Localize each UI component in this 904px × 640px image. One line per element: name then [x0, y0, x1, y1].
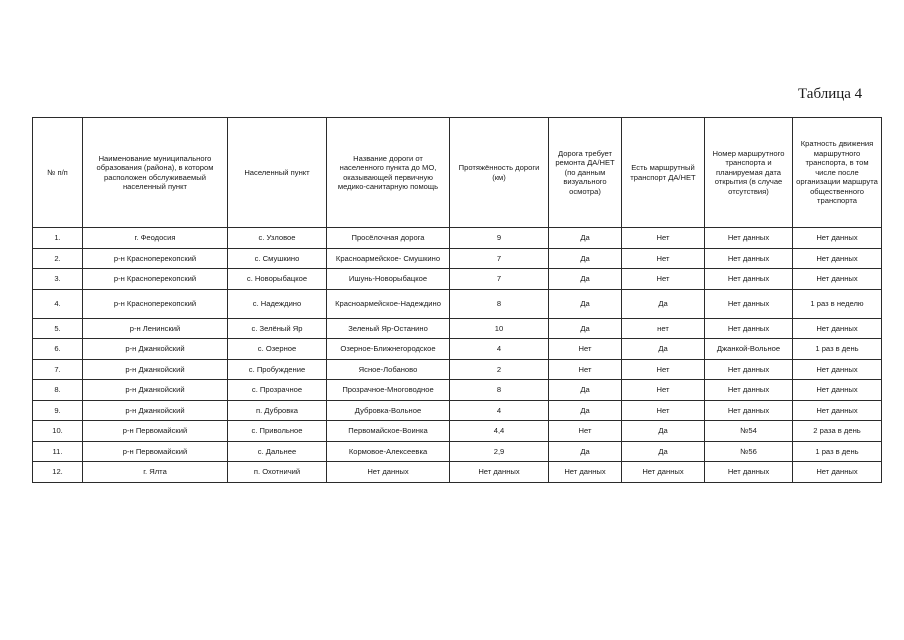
- settlement-cell: п. Дубровка: [228, 400, 327, 421]
- frequency-cell: 1 раз в день: [793, 441, 882, 462]
- table-row: [33, 289, 882, 318]
- header-cell: Номер маршрутного транспорта и планируемая дата открытия (в случае отсутствия): [705, 118, 793, 228]
- transport-available-cell: Нет: [622, 359, 705, 380]
- settlement-cell: с. Надеждино: [228, 289, 327, 318]
- municipality-cell: р-н Ленинский: [83, 318, 228, 339]
- header-cell: Название дороги от населенного пункта до МО, оказывающей первичную медико-санитарную помощь: [327, 118, 450, 228]
- row-number: 3.: [33, 269, 83, 290]
- transport-available-cell: Да: [622, 289, 705, 318]
- table-row: [33, 228, 882, 249]
- transport-available-cell: Нет: [622, 228, 705, 249]
- repair-needed-cell: Да: [549, 318, 622, 339]
- repair-needed-cell: Да: [549, 400, 622, 421]
- settlement-cell: с. Прозрачное: [228, 380, 327, 401]
- road-name-cell: Просёлочная дорога: [327, 228, 450, 249]
- row-number: 8.: [33, 380, 83, 401]
- frequency-cell: Нет данных: [793, 269, 882, 290]
- repair-needed-cell: Да: [549, 248, 622, 269]
- road-length-cell: 9: [450, 228, 549, 249]
- table-row: [33, 248, 882, 269]
- frequency-cell: Нет данных: [793, 318, 882, 339]
- transport-available-cell: Нет данных: [622, 462, 705, 483]
- transport-available-cell: Нет: [622, 380, 705, 401]
- header-cell: Есть маршрутный транспорт ДА/НЕТ: [622, 118, 705, 228]
- row-number: 10.: [33, 421, 83, 442]
- frequency-cell: Нет данных: [793, 380, 882, 401]
- frequency-cell: Нет данных: [793, 462, 882, 483]
- road-name-cell: Красноармейское-Надеждино: [327, 289, 450, 318]
- road-name-cell: Прозрачное-Многоводное: [327, 380, 450, 401]
- data-table: [32, 117, 882, 483]
- route-number-cell: Нет данных: [705, 359, 793, 380]
- settlement-cell: с. Пробуждение: [228, 359, 327, 380]
- route-number-cell: Нет данных: [705, 462, 793, 483]
- road-length-cell: 2: [450, 359, 549, 380]
- route-number-cell: №56: [705, 441, 793, 462]
- repair-needed-cell: Нет: [549, 421, 622, 442]
- transport-available-cell: Да: [622, 421, 705, 442]
- road-length-cell: Нет данных: [450, 462, 549, 483]
- settlement-cell: с. Привольное: [228, 421, 327, 442]
- transport-available-cell: Да: [622, 339, 705, 360]
- repair-needed-cell: Да: [549, 441, 622, 462]
- row-number: 1.: [33, 228, 83, 249]
- road-length-cell: 8: [450, 289, 549, 318]
- municipality-cell: р-н Первомайский: [83, 441, 228, 462]
- settlement-cell: с. Смушкино: [228, 248, 327, 269]
- municipality-cell: р-н Джанкойский: [83, 380, 228, 401]
- route-number-cell: №54: [705, 421, 793, 442]
- route-number-cell: Джанкой-Вольное: [705, 339, 793, 360]
- municipality-cell: р-н Первомайский: [83, 421, 228, 442]
- row-number: 4.: [33, 289, 83, 318]
- route-number-cell: Нет данных: [705, 248, 793, 269]
- frequency-cell: Нет данных: [793, 228, 882, 249]
- row-number: 2.: [33, 248, 83, 269]
- road-name-cell: Ишунь-Новорыбацкое: [327, 269, 450, 290]
- repair-needed-cell: Нет: [549, 359, 622, 380]
- table-row: [33, 441, 882, 462]
- road-name-cell: Зеленый Яр-Останино: [327, 318, 450, 339]
- row-number: 12.: [33, 462, 83, 483]
- settlement-cell: с. Зелёный Яр: [228, 318, 327, 339]
- header-cell: Населенный пункт: [228, 118, 327, 228]
- road-length-cell: 7: [450, 248, 549, 269]
- road-length-cell: 8: [450, 380, 549, 401]
- settlement-cell: с. Озерное: [228, 339, 327, 360]
- road-name-cell: Красноармейское- Смушкино: [327, 248, 450, 269]
- frequency-cell: Нет данных: [793, 359, 882, 380]
- settlement-cell: с. Узловое: [228, 228, 327, 249]
- header-row: [33, 118, 882, 228]
- repair-needed-cell: Да: [549, 380, 622, 401]
- road-length-cell: 4,4: [450, 421, 549, 442]
- row-number: 7.: [33, 359, 83, 380]
- repair-needed-cell: Да: [549, 289, 622, 318]
- repair-needed-cell: Да: [549, 269, 622, 290]
- road-name-cell: Дубровка-Вольное: [327, 400, 450, 421]
- frequency-cell: 1 раз в день: [793, 339, 882, 360]
- road-name-cell: Нет данных: [327, 462, 450, 483]
- row-number: 11.: [33, 441, 83, 462]
- municipality-cell: р-н Джанкойский: [83, 359, 228, 380]
- table-row: [33, 339, 882, 360]
- table-row: [33, 400, 882, 421]
- table-row: [33, 318, 882, 339]
- settlement-cell: с. Дальнее: [228, 441, 327, 462]
- route-number-cell: Нет данных: [705, 318, 793, 339]
- header-cell: № п/п: [33, 118, 83, 228]
- road-length-cell: 2,9: [450, 441, 549, 462]
- transport-available-cell: Нет: [622, 248, 705, 269]
- table-row: [33, 421, 882, 442]
- table-row: [33, 269, 882, 290]
- row-number: 5.: [33, 318, 83, 339]
- repair-needed-cell: Нет: [549, 339, 622, 360]
- header-cell: Дорога требует ремонта ДА/НЕТ (по данным визуального осмотра): [549, 118, 622, 228]
- repair-needed-cell: Нет данных: [549, 462, 622, 483]
- transport-available-cell: Нет: [622, 400, 705, 421]
- frequency-cell: 2 раза в день: [793, 421, 882, 442]
- transport-available-cell: Да: [622, 441, 705, 462]
- route-number-cell: Нет данных: [705, 228, 793, 249]
- header-cell: Кратность движения маршрутного транспорта, в том числе после организации маршрута общественного транспорта: [793, 118, 882, 228]
- route-number-cell: Нет данных: [705, 269, 793, 290]
- road-length-cell: 7: [450, 269, 549, 290]
- frequency-cell: Нет данных: [793, 400, 882, 421]
- road-length-cell: 4: [450, 400, 549, 421]
- table-row: [33, 462, 882, 483]
- municipality-cell: р-н Джанкойский: [83, 400, 228, 421]
- repair-needed-cell: Да: [549, 228, 622, 249]
- table-caption: Таблица 4: [798, 86, 863, 102]
- municipality-cell: р-н Джанкойский: [83, 339, 228, 360]
- municipality-cell: р-н Красноперекопский: [83, 289, 228, 318]
- road-length-cell: 10: [450, 318, 549, 339]
- header-cell: Протяжённость дороги (км): [450, 118, 549, 228]
- route-number-cell: Нет данных: [705, 289, 793, 318]
- transport-available-cell: Нет: [622, 269, 705, 290]
- header-cell: Наименование муниципального образования (района), в котором расположен обслуживаемый населенный пункт: [83, 118, 228, 228]
- transport-available-cell: нет: [622, 318, 705, 339]
- settlement-cell: с. Новорыбацкое: [228, 269, 327, 290]
- row-number: 6.: [33, 339, 83, 360]
- settlement-cell: п. Охотничий: [228, 462, 327, 483]
- row-number: 9.: [33, 400, 83, 421]
- road-name-cell: Кормовое-Алексеевка: [327, 441, 450, 462]
- road-length-cell: 4: [450, 339, 549, 360]
- frequency-cell: 1 раз в неделю: [793, 289, 882, 318]
- road-name-cell: Ясное-Лобаново: [327, 359, 450, 380]
- municipality-cell: р-н Красноперекопский: [83, 269, 228, 290]
- municipality-cell: р-н Красноперекопский: [83, 248, 228, 269]
- road-name-cell: Первомайское-Воинка: [327, 421, 450, 442]
- table-row: [33, 359, 882, 380]
- frequency-cell: Нет данных: [793, 248, 882, 269]
- municipality-cell: г. Феодосия: [83, 228, 228, 249]
- route-number-cell: Нет данных: [705, 380, 793, 401]
- table-row: [33, 380, 882, 401]
- municipality-cell: г. Ялта: [83, 462, 228, 483]
- route-number-cell: Нет данных: [705, 400, 793, 421]
- road-name-cell: Озерное-Ближнегородское: [327, 339, 450, 360]
